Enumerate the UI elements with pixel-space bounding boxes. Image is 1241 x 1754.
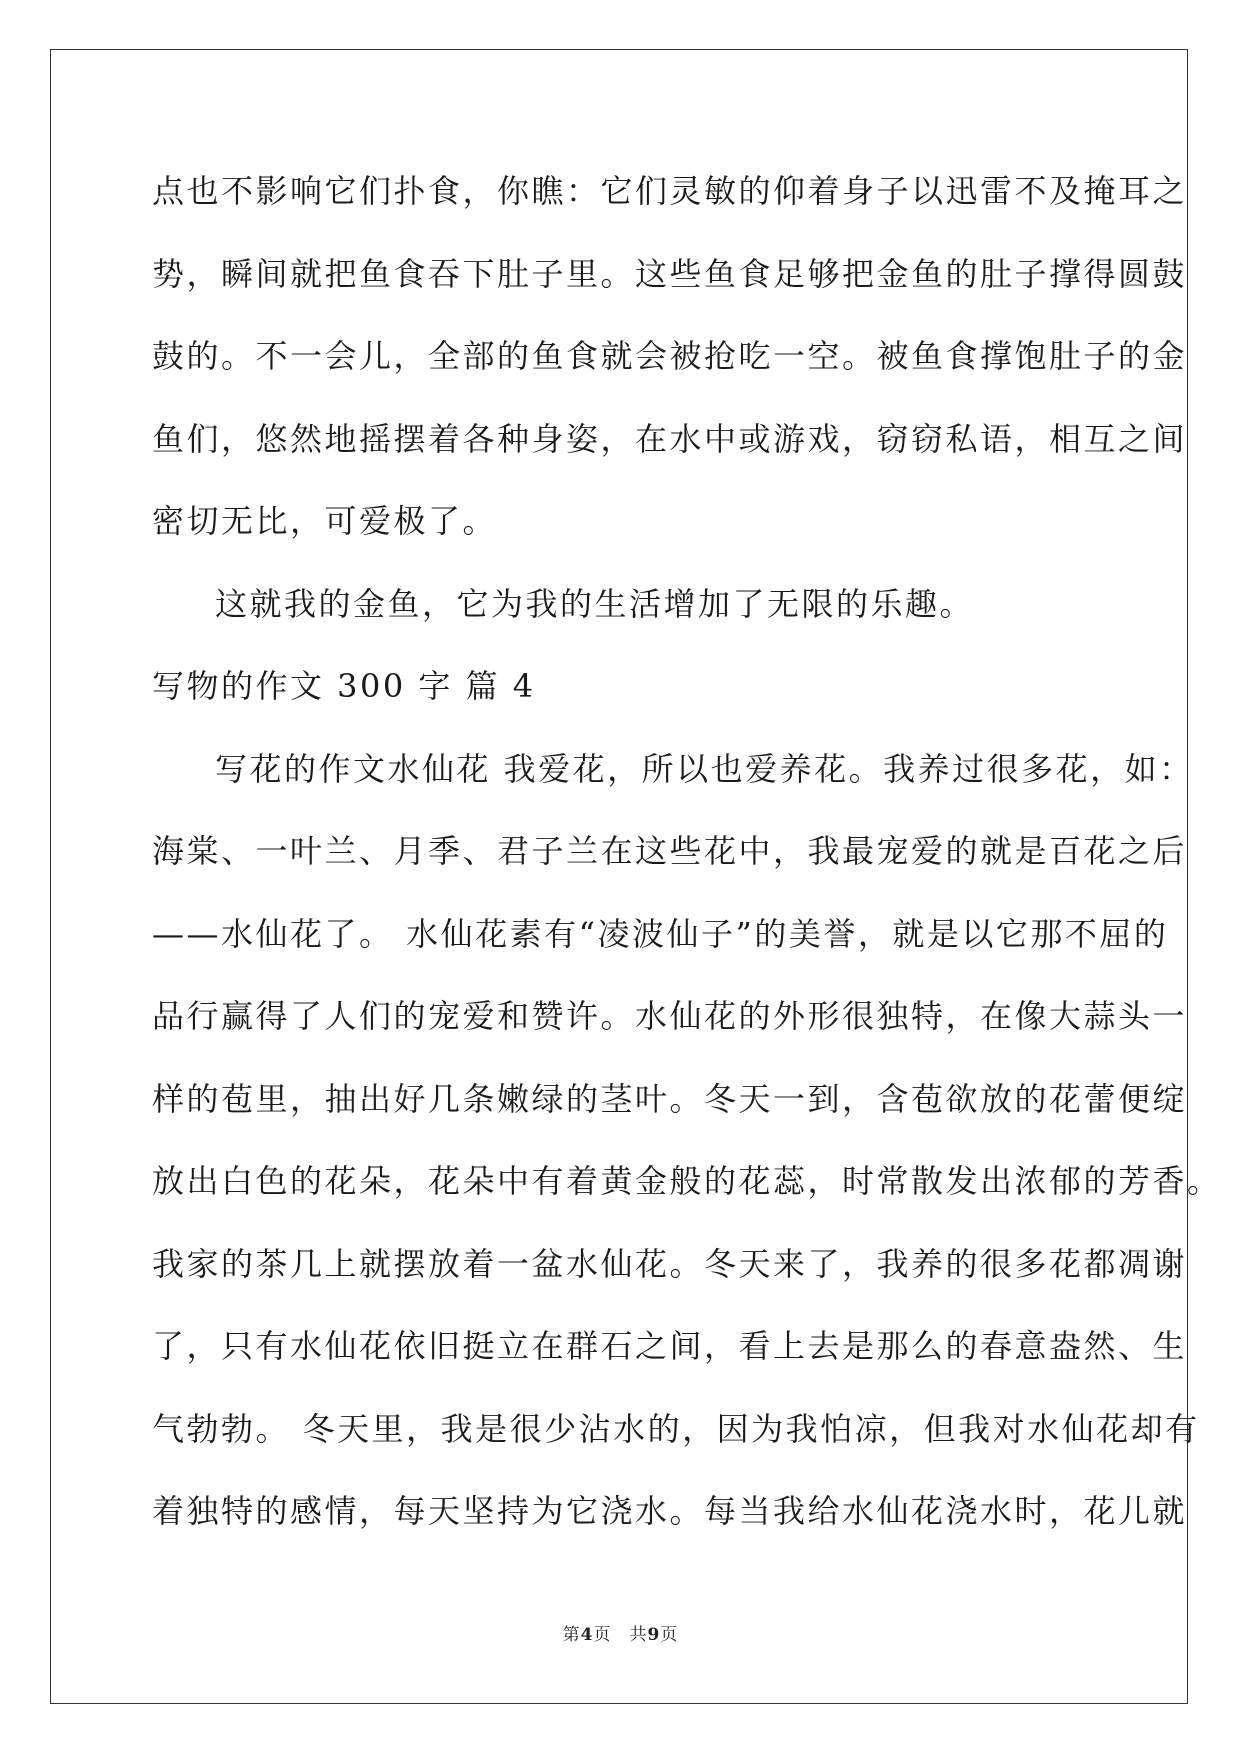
text-line: 点也不影响它们扑食，你瞧：它们灵敏的仰着身子以迅雷不及掩耳之 — [152, 172, 1188, 210]
section-heading: 写物的作文 300 字 篇 4 — [152, 667, 536, 705]
text-line: 品行赢得了人们的宠爱和赞许。水仙花的外形很独特，在像大蒜头一 — [152, 997, 1188, 1035]
text-line: 鼓的。不一会儿，全部的鱼食就会被抢吃一空。被鱼食撑饱肚子的金 — [152, 337, 1188, 375]
text-line: 密切无比，可爱极了。 — [152, 502, 498, 540]
text-line: 这就我的金鱼，它为我的生活增加了无限的乐趣。 — [215, 584, 975, 623]
total-prefix: 共 — [629, 1625, 648, 1645]
text-line: ——水仙花了。 水仙花素有“凌波仙子”的美誉，就是以它那不屈的 — [152, 914, 1169, 953]
page-prefix: 第 — [562, 1625, 581, 1645]
page-total: 9 — [647, 1625, 661, 1645]
text-line: 了，只有水仙花依旧挺立在群石之间，看上去是那么的春意盎然、生 — [152, 1327, 1188, 1365]
text-line: 写花的作文水仙花 我爱花，所以也爱养花。我养过很多花，如： — [215, 749, 1194, 788]
page-suffix: 页 — [593, 1625, 612, 1645]
document-body — [152, 158, 1222, 1561]
total-suffix: 页 — [660, 1625, 679, 1645]
text-line: 气勃勃。 冬天里，我是很少沾水的，因为我怕凉，但我对水仙花却有 — [152, 1409, 1200, 1448]
text-line: 海棠、一叶兰、月季、君子兰在这些花中，我最宠爱的就是百花之后 — [152, 832, 1188, 870]
text-line: 着独特的感情，每天坚持为它浇水。每当我给水仙花浇水时，花儿就 — [152, 1492, 1188, 1530]
page-footer — [0, 1620, 1241, 1645]
text-line: 样的苞里，抽出好几条嫩绿的茎叶。冬天一到，含苞欲放的花蕾便绽 — [152, 1079, 1188, 1118]
text-line: 势，瞬间就把鱼食吞下肚子里。这些鱼食足够把金鱼的肚子撑得圆鼓 — [152, 254, 1188, 293]
text-line: 放出白色的花朵，花朵中有着黄金般的花蕊，时常散发出浓郁的芳香。 — [152, 1162, 1222, 1200]
text-line: 我家的茶几上就摆放着一盆水仙花。冬天来了，我养的很多花都凋谢 — [152, 1244, 1188, 1283]
page-current: 4 — [580, 1625, 594, 1645]
text-line: 鱼们，悠然地摇摆着各种身姿，在水中或游戏，窃窃私语，相互之间 — [152, 419, 1188, 458]
